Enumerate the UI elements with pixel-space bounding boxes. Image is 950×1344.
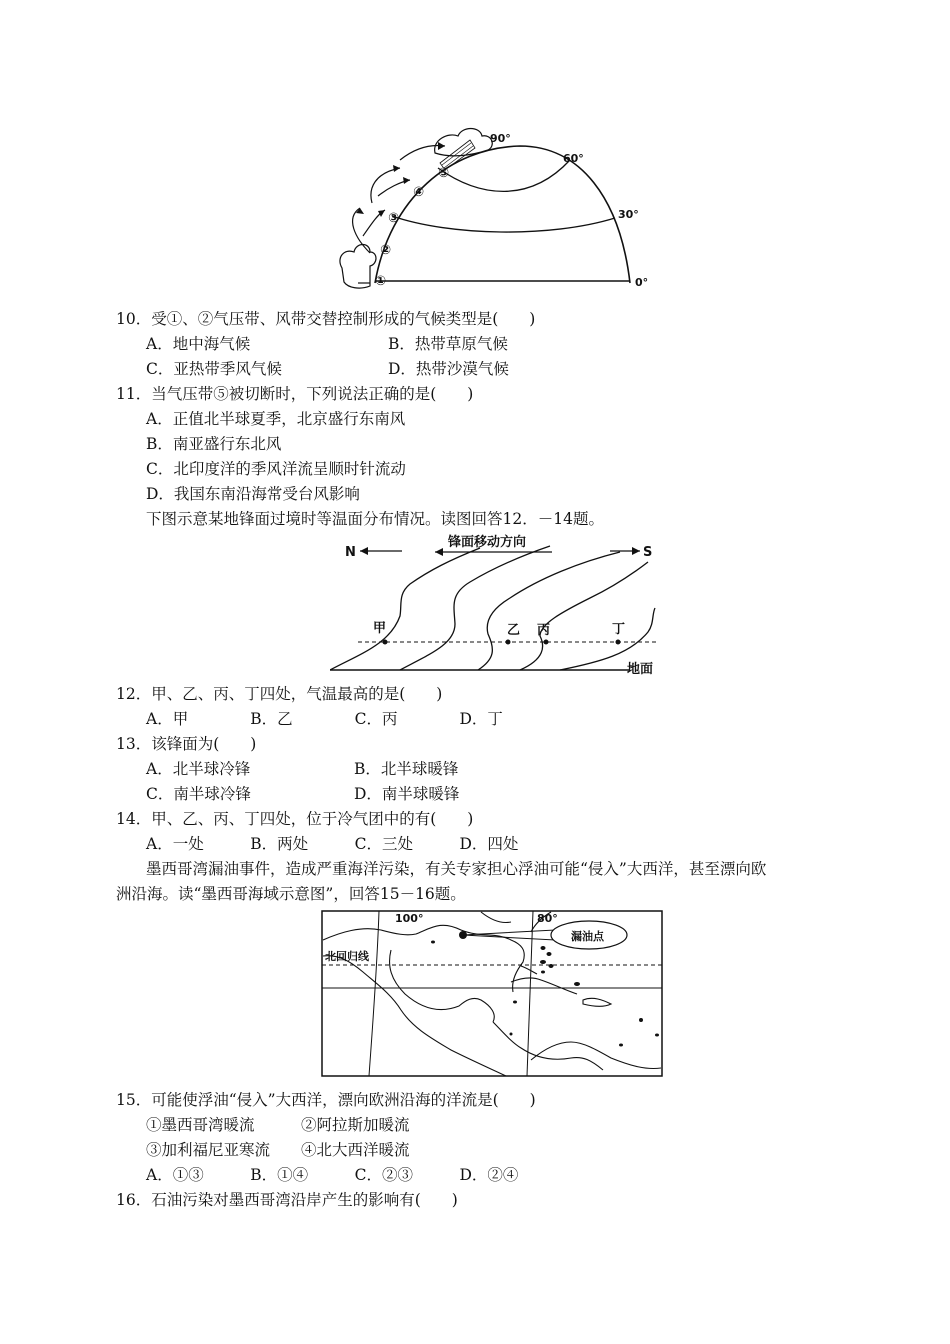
lat-60-label: 60°	[563, 152, 584, 165]
belt-3-label: ③	[388, 211, 400, 226]
q11-option-a: A．正值北半球夏季，北京盛行东南风	[146, 410, 406, 428]
label-bing: 丙	[537, 623, 551, 638]
q13-option-c: C．南半球冷锋	[146, 785, 251, 803]
q10-stem: 10．受①、②气压带、风带交替控制形成的气候类型是( )	[116, 310, 536, 328]
point-yi	[506, 640, 511, 645]
lat-30-label: 30°	[618, 208, 639, 221]
q11-option-c: C．北印度洋的季风洋流呈顺时针流动	[146, 460, 406, 478]
q13-option-a: A．北半球冷锋	[146, 760, 251, 778]
intro-12-14: 下图示意某地锋面过境时等温面分布情况。读图回答12．－14题。	[146, 510, 604, 528]
q13-option-b: B．北半球暖锋	[354, 760, 459, 778]
belt-5-label: ⑤	[438, 166, 450, 181]
q11-option-d: D．我国东南沿海常受台风影响	[146, 485, 360, 503]
point-ding	[616, 640, 621, 645]
q11-stem: 11．当气压带⑤被切断时，下列说法正确的是( )	[116, 385, 474, 403]
front-isotherm-diagram	[330, 534, 670, 680]
label-yi: 乙	[507, 623, 521, 638]
direction-label: 锋面移动方向	[448, 535, 527, 550]
q12-options: A．甲 B．乙 C．丙 D．丁	[146, 710, 503, 728]
pressure-belt-diagram	[330, 118, 660, 298]
south-label: S	[643, 545, 653, 560]
lon-100-label: 100°	[395, 912, 424, 925]
q10-option-d: D．热带沙漠气候	[388, 360, 509, 378]
q14-stem: 14．甲、乙、丙、丁四处，位于冷气团中的有( )	[116, 810, 474, 828]
point-jia	[383, 640, 388, 645]
lat-90-label: 90°	[490, 132, 511, 145]
belt-4-label: ④	[413, 185, 425, 200]
q13-option-d: D．南半球暖锋	[354, 785, 460, 803]
belt-2-label: ②	[380, 243, 392, 258]
intro-15-16-line1: 墨西哥湾漏油事件，造成严重海洋污染，有关专家担心浮油可能“侵入”大西洋，甚至漂向欧	[146, 860, 767, 878]
belt-1-label: ①	[375, 274, 387, 289]
lon-80-label: 80°	[537, 912, 558, 925]
q13-stem: 13．该锋面为( )	[116, 735, 257, 753]
q11-option-b: B．南亚盛行东北风	[146, 435, 282, 453]
q15-stem: 15．可能使浮油“侵入”大西洋，漂向欧洲沿海的洋流是( )	[116, 1091, 536, 1109]
tropic-label: 北回归线	[325, 950, 369, 963]
q15-options: A．①③ B．①④ C．②③ D．②④	[146, 1166, 519, 1184]
spill-label: 漏油点	[571, 930, 604, 943]
lat-0-label: 0°	[635, 276, 649, 289]
q10-option-a: A．地中海气候	[146, 335, 251, 353]
q15-items-line2: ③加利福尼亚寒流 ④北大西洋暖流	[146, 1141, 410, 1159]
q12-stem: 12．甲、乙、丙、丁四处，气温最高的是( )	[116, 685, 443, 703]
point-bing	[544, 640, 549, 645]
intro-15-16-line2: 洲沿海。读“墨西哥海域示意图”，回答15－16题。	[116, 885, 466, 903]
gulf-of-mexico-map	[321, 910, 663, 1078]
ground-label: 地面	[627, 662, 654, 677]
q16-stem: 16．石油污染对墨西哥湾沿岸产生的影响有( )	[116, 1191, 458, 1209]
label-jia: 甲	[373, 621, 387, 636]
q15-items-line1: ①墨西哥湾暖流 ②阿拉斯加暖流	[146, 1116, 410, 1134]
label-ding: 丁	[612, 622, 626, 637]
north-label: N	[345, 545, 356, 560]
q10-option-c: C．亚热带季风气候	[146, 360, 282, 378]
q14-options: A．一处 B．两处 C．三处 D．四处	[146, 835, 519, 853]
q10-option-b: B．热带草原气候	[388, 335, 508, 353]
